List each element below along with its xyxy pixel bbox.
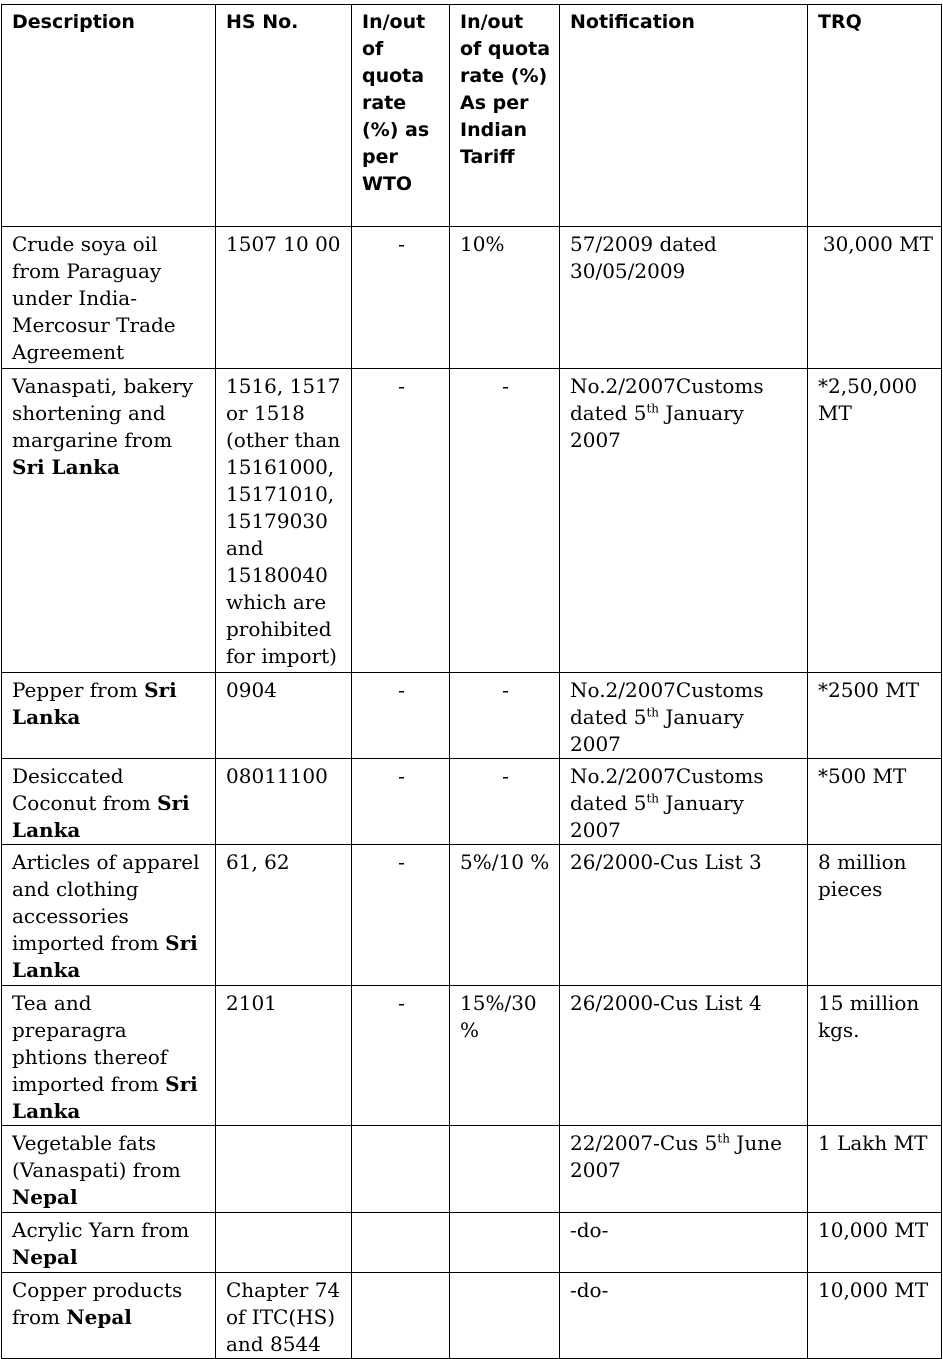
cell-description: Articles of apparel and clothing accessories imported from Sri Lanka xyxy=(2,845,216,986)
cell-rate-indian: - xyxy=(450,369,560,673)
table-row xyxy=(2,673,942,759)
cell-rate-wto: - xyxy=(352,673,450,759)
cell-hs-no xyxy=(216,1126,352,1213)
cell-notification: No.2/2007Customs dated 5th January 2007 xyxy=(560,673,808,759)
cell-notification: 22/2007-Cus 5th June 2007 xyxy=(560,1126,808,1213)
cell-hs-no: 08011100 xyxy=(216,759,352,845)
table-row xyxy=(2,845,942,986)
header-rate-indian: In/out of quota rate (%) As per Indian Tariff xyxy=(450,5,560,227)
cell-trq: 15 million kgs. xyxy=(808,986,942,1126)
cell-rate-indian xyxy=(450,1126,560,1213)
cell-notification: No.2/2007Customs dated 5th January 2007 xyxy=(560,369,808,673)
header-description: Description xyxy=(2,5,216,227)
cell-trq: 30,000 MT xyxy=(808,227,942,369)
cell-description: Vanaspati, bakery shortening and margarine from Sri Lanka xyxy=(2,369,216,673)
country-name: Nepal xyxy=(66,1305,132,1329)
cell-description: Pepper from Sri Lanka xyxy=(2,673,216,759)
cell-notification: -do- xyxy=(560,1273,808,1359)
header-notification: Notification xyxy=(560,5,808,227)
cell-rate-indian: 15%/30 % xyxy=(450,986,560,1126)
cell-description: Crude soya oil from Paraguay under India- Mercosur Trade Agreement xyxy=(2,227,216,369)
cell-rate-indian xyxy=(450,1273,560,1359)
cell-rate-indian: 10% xyxy=(450,227,560,369)
cell-notification: 26/2000-Cus List 3 xyxy=(560,845,808,986)
cell-rate-indian: 5%/10 % xyxy=(450,845,560,986)
cell-rate-wto: - xyxy=(352,986,450,1126)
cell-rate-wto: - xyxy=(352,369,450,673)
country-name: Sri Lanka xyxy=(12,1072,198,1123)
header-trq: TRQ xyxy=(808,5,942,227)
cell-rate-indian xyxy=(450,1213,560,1273)
cell-hs-no: 61, 62 xyxy=(216,845,352,986)
header-row xyxy=(2,5,942,227)
cell-hs-no: 1516, 1517 or 1518 (other than 15161000, 15171010, 15179030 and 15180040 which are prohibited for import) xyxy=(216,369,352,673)
cell-rate-wto xyxy=(352,1273,450,1359)
cell-trq: *500 MT xyxy=(808,759,942,845)
table-row xyxy=(2,759,942,845)
cell-hs-no: Chapter 74 of ITC(HS) and 8544 xyxy=(216,1273,352,1359)
header-hs-no: HS No. xyxy=(216,5,352,227)
cell-rate-indian: - xyxy=(450,759,560,845)
cell-trq: 1 Lakh MT xyxy=(808,1126,942,1213)
cell-hs-no: 1507 10 00 xyxy=(216,227,352,369)
cell-hs-no: 2101 xyxy=(216,986,352,1126)
country-name: Sri Lanka xyxy=(12,791,190,842)
table-row xyxy=(2,1273,942,1359)
cell-trq: 8 million pieces xyxy=(808,845,942,986)
cell-notification: No.2/2007Customs dated 5th January 2007 xyxy=(560,759,808,845)
cell-trq: *2500 MT xyxy=(808,673,942,759)
country-name: Nepal xyxy=(12,1185,78,1209)
country-name: Sri Lanka xyxy=(12,931,198,982)
country-name: Sri Lanka xyxy=(12,455,120,479)
cell-description: Desiccated Coconut from Sri Lanka xyxy=(2,759,216,845)
cell-notification: 57/2009 dated 30/05/2009 xyxy=(560,227,808,369)
cell-rate-wto: - xyxy=(352,759,450,845)
cell-rate-wto xyxy=(352,1213,450,1273)
trq-table xyxy=(1,4,942,1359)
table-row xyxy=(2,1126,942,1213)
cell-rate-indian: - xyxy=(450,673,560,759)
cell-description: Copper products from Nepal xyxy=(2,1273,216,1359)
header-rate-wto: In/out of quota rate (%) as per WTO xyxy=(352,5,450,227)
cell-notification: -do- xyxy=(560,1213,808,1273)
cell-description: Acrylic Yarn from Nepal xyxy=(2,1213,216,1273)
cell-hs-no: 0904 xyxy=(216,673,352,759)
cell-trq: 10,000 MT xyxy=(808,1273,942,1359)
table-row xyxy=(2,1213,942,1273)
cell-trq: 10,000 MT xyxy=(808,1213,942,1273)
country-name: Nepal xyxy=(12,1245,78,1269)
cell-trq: *2,50,000 MT xyxy=(808,369,942,673)
cell-rate-wto: - xyxy=(352,227,450,369)
cell-description: Tea and preparagra phtions thereof imported from Sri Lanka xyxy=(2,986,216,1126)
cell-hs-no xyxy=(216,1213,352,1273)
table-row xyxy=(2,986,942,1126)
cell-notification: 26/2000-Cus List 4 xyxy=(560,986,808,1126)
table-row xyxy=(2,369,942,673)
cell-description: Vegetable fats (Vanaspati) from Nepal xyxy=(2,1126,216,1213)
table-row xyxy=(2,227,942,369)
cell-rate-wto: - xyxy=(352,845,450,986)
cell-rate-wto xyxy=(352,1126,450,1213)
country-name: Sri Lanka xyxy=(12,678,177,729)
